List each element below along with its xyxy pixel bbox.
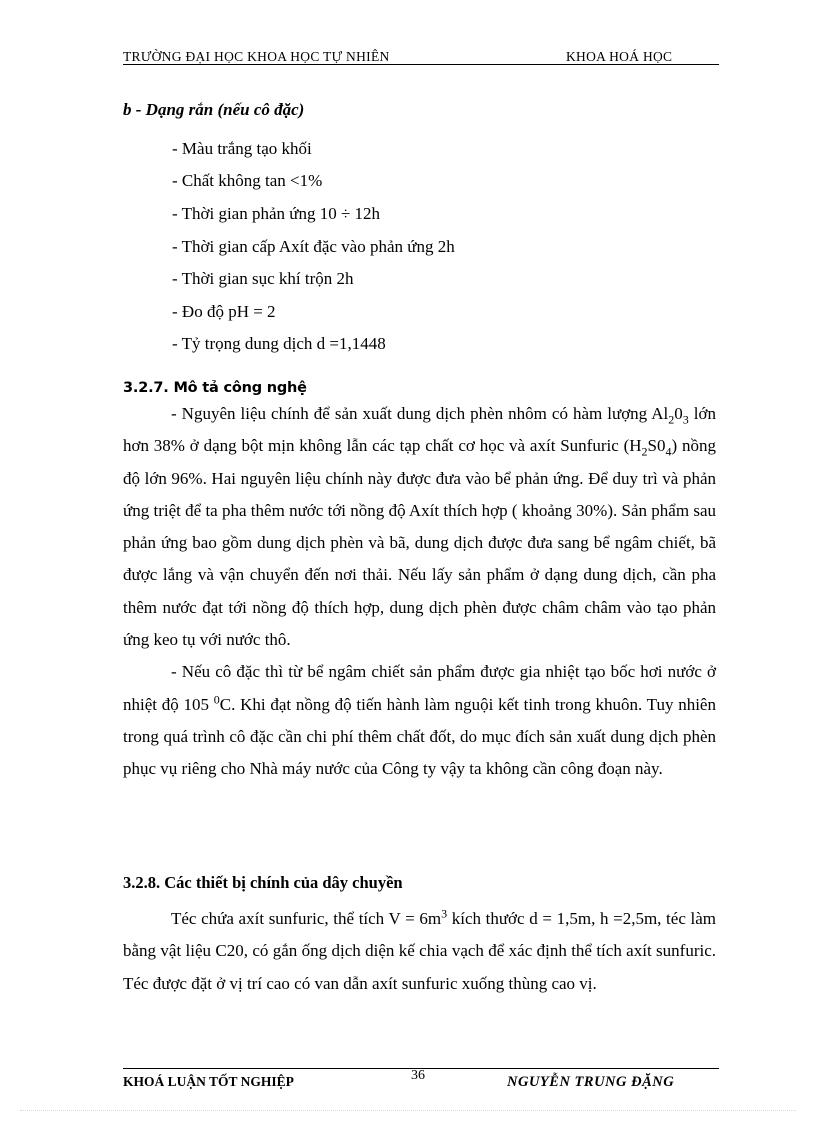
list-item: - Thời gian sục khí trộn 2h <box>172 269 354 288</box>
list-item: - Đo độ pH = 2 <box>172 302 276 321</box>
page-edge-dots <box>20 1110 796 1111</box>
header-divider <box>123 64 719 65</box>
paragraph: - Nếu cô đặc thì từ bể ngâm chiết sản phẩm được gia nhiệt tạo bốc hơi nước ở nhiệt độ 105 $^0$C. Khi đạt nồng độ tiến hành làm nguội kết tinh trong khuôn. Tuy nhiên trong quá trình cô đặc cần chi phí thêm chất đốt, do mục đích sản xuất dung dịch phèn phục vụ riêng cho Nhà máy nước của Công ty vậy ta không cần công đoạn này. <box>123 662 716 779</box>
footer-author: NGUYỄN TRUNG ĐẶNG <box>507 1074 675 1090</box>
paragraph: - Nguyên liệu chính để sản xuất dung dịch phèn nhôm có hàm lượng $Al_20_3$ lớn hơn 38% ở dạng bột mịn không lẫn các tạp chất cơ học và axít Sunfuric $(H_2S0_4)$ nồng độ lớn 96%. Hai nguyên liệu chính này được đưa vào bể phản ứng. Để duy trì và phản ứng triệt để ta pha thêm nước tới nồng độ Axít thích hợp ( khoảng 30%). Sản phẩm sau phản ứng bao gồm dung dịch phèn và bã, dung dịch được đưa sang bể ngâm chiết, bã được lắng và vận chuyển đến nơi thải. Nếu lấy sản phẩm ở dạng dung dịch, cần pha thêm nước đạt tới nồng độ thích hợp, dung dịch phèn được châm châm vào tạo phản ứng keo tụ với nước thô. <box>123 404 716 650</box>
header-faculty: KHOA HOÁ HỌC <box>566 49 673 64</box>
page-number: 36 <box>411 1068 425 1083</box>
section-b-title: b - Dạng rắn (nếu cô đặc) <box>123 100 305 119</box>
list-item: - Thời gian phản ứng 10 ÷ 12h <box>172 204 381 223</box>
section-327-title: 3.2.7. Mô tả công nghệ <box>123 380 307 396</box>
footer-thesis-label: KHOÁ LUẬN TỐT NGHIỆP <box>123 1074 294 1089</box>
section-328-body <box>123 903 716 1000</box>
list-item: - Chất không tan <1% <box>172 171 323 190</box>
list-item: - Thời gian cấp Axít đặc vào phản ứng 2h <box>172 237 455 256</box>
list-item: - Tỷ trọng dung dịch d =1,1448 <box>172 334 386 353</box>
paragraph: Téc chứa axít sunfuric, thể tích $V = 6m^3$ kích thước d = 1,5m, h =2,5m, téc làm bằng vật liệu C20, có gắn ống dịch diện kế chia vạch để xác định thể tích axít sunfuric. Téc được đặt ở vị trí cao có van dẫn axít sunfuric xuống thùng cao vị. <box>123 906 716 993</box>
section-328-title: 3.2.8. Các thiết bị chính của dây chuyền <box>123 873 403 892</box>
section-327-body <box>123 398 716 786</box>
list-item: - Màu trắng tạo khối <box>172 139 312 158</box>
header-university: TRƯỜNG ĐẠI HỌC KHOA HỌC TỰ NHIÊN <box>123 49 390 64</box>
